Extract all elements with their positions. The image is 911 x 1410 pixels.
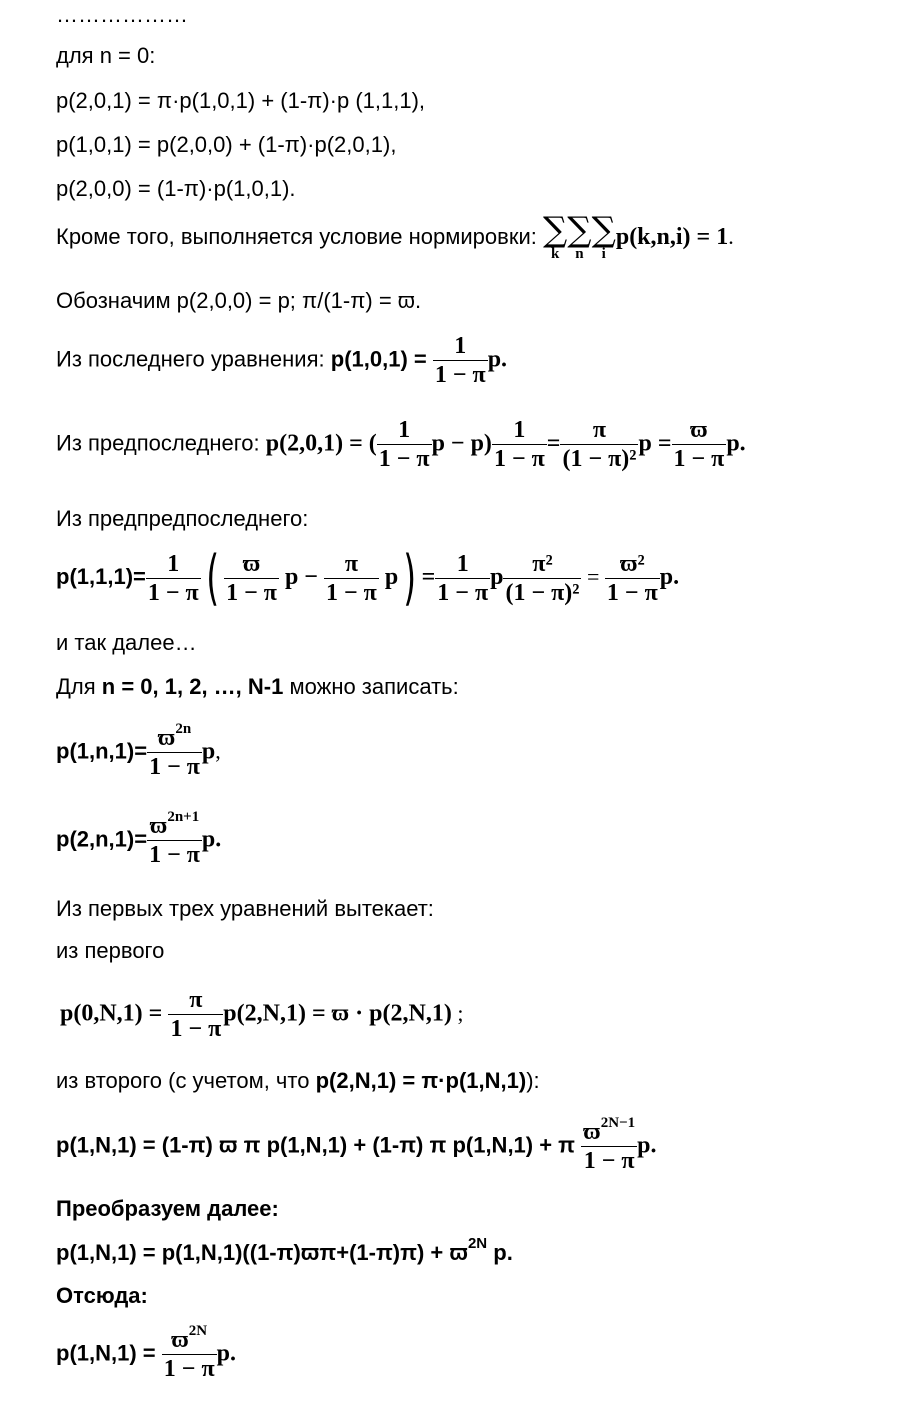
fraction-1-over-1mpi: $\frac{1}{1 - \pi}$ xyxy=(434,333,486,388)
p1n1-label: p(1,n,1)= xyxy=(56,738,148,764)
sum-i: ∑ i xyxy=(591,210,616,262)
from-prelast-label: Из предпоследнего: xyxy=(56,430,260,456)
equation-2: p(1,0,1) = p(2,0,0) + (1-π)·p(2,0,1), xyxy=(56,132,397,157)
for-n-line: Для n = 0, 1, 2, …, N-1 можно записать: xyxy=(56,674,459,699)
from-first: из первого xyxy=(56,938,165,963)
from-first-three: Из первых трех уравнений вытекает: xyxy=(56,896,434,921)
normalization-line: Кроме того, выполняется условие нормировки: ∑ k ∑ n ∑ i p(k,n,i) = 1. xyxy=(56,210,734,262)
p1N1-final-line: p(1,N,1) = $\frac{ϖ^{2N}}{1 - \pi}$ p. xyxy=(56,1323,236,1382)
sum-n: ∑ n xyxy=(567,210,592,262)
hence-label: Отсюда: xyxy=(56,1283,148,1308)
transform-label: Преобразуем далее: xyxy=(56,1196,279,1221)
case-n0-label: для n = 0: xyxy=(56,43,156,68)
equation-1: p(2,0,1) = π·p(1,0,1) + (1-π)·p (1,1,1), xyxy=(56,88,426,113)
p2n1-label: p(2,n,1)= xyxy=(56,826,148,852)
p1n1-line: p(1,n,1)= $\frac{ϖ^{2n}}{1 - \pi}$ p, xyxy=(56,721,221,780)
from-last-line: Из последнего уравнения: p(1,0,1) = $\frac{1}{1 - \pi}$ p. xyxy=(56,333,508,388)
ellipsis-line: ……………… xyxy=(56,2,188,27)
denote-line: Обозначим p(2,0,0) = p; π/(1-π) = ϖ. xyxy=(56,288,422,313)
from-preprelast-label: Из предпредпоследнего: xyxy=(56,506,309,531)
p111-line: p(1,1,1)= $\frac{1}{1 - \pi}$ ( $\frac{ϖ}{1 - \pi}$ p − $\frac{\pi}{1 - \pi}$ p) = $\frac{1}{1 - \pi}$ p $\frac{\text{π²}}{\text{(1 − π)²}}$ = $\frac{\text{ϖ²}}{1 - \pi}$ p. xyxy=(56,543,680,613)
and-so-on: и так далее… xyxy=(56,630,197,655)
p2n1-line: p(2,n,1)= $\frac{ϖ^{2n+1}}{1 - \pi}$ p. xyxy=(56,809,222,868)
p0N1-line: p(0,N,1) = $\frac{\pi}{1 - \pi}$ p(2,N,1) = ϖ · p(2,N,1) ; xyxy=(60,987,464,1042)
p1N1-long-line: p(1,N,1) = (1-π) ϖ π p(1,N,1) + (1-π) π p(1,N,1) + π $\frac{ϖ^{2N-1}}{1 - \pi}$ p. xyxy=(56,1115,657,1174)
p201-label: p(2,0,1) = ( xyxy=(265,430,377,457)
normalization-text: Кроме того, выполняется условие нормировки: xyxy=(56,223,537,249)
from-last-label: Из последнего уравнения: xyxy=(56,346,325,372)
equation-3: p(2,0,0) = (1-π)·p(1,0,1). xyxy=(56,176,296,201)
p101-label: p(1,0,1) = xyxy=(330,346,427,372)
from-prelast-line: Из предпоследнего: p(2,0,1) = ( $\frac{1}{1 - \pi}$ p − p) $\frac{1}{1 - \pi}$ = $\frac{\pi}{\text{(1 − π)²}}$ p = $\frac{ϖ}{1 - \pi}$ p. xyxy=(56,417,746,472)
p111-label: p(1,1,1)= xyxy=(56,563,146,589)
p1N1-eq-line: $p(1,N,1) = p(1,N,1)((1-\pi)ϖ\pi+(1-\pi)\pi) + ϖ^{2N}$ p. xyxy=(56,1235,513,1265)
sum-k: ∑ k xyxy=(543,210,568,262)
normalization-expr: p(k,n,i) = 1 xyxy=(615,223,729,250)
from-second-line: из второго (с учетом, что p(2,N,1) = π·p(1,N,1)): xyxy=(56,1068,540,1093)
